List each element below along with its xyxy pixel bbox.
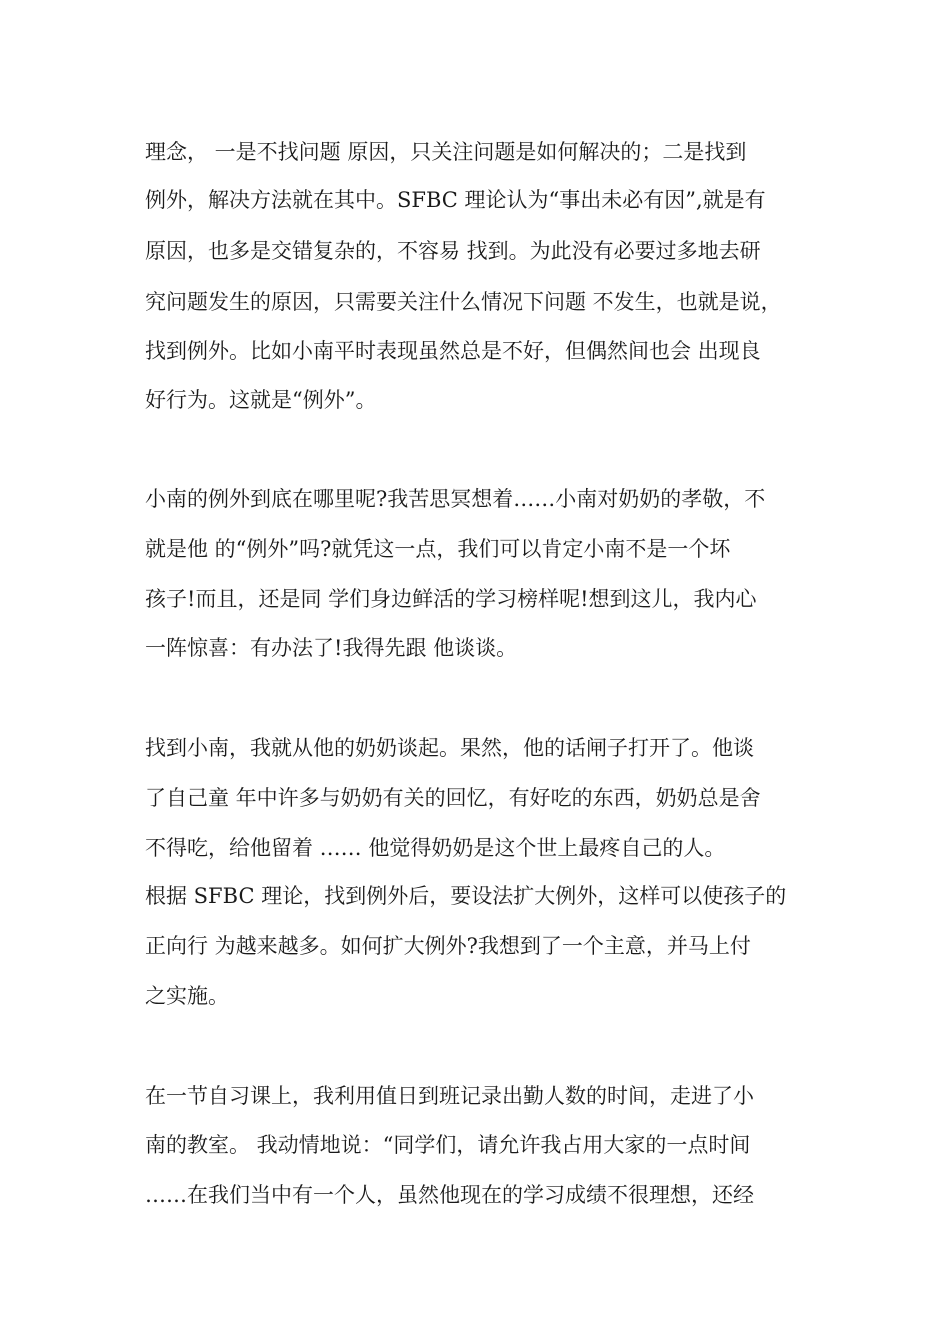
text-line: 小南的例外到底在哪里呢?我苦思冥想着……小南对奶奶的孝敬，不 [145, 487, 766, 511]
text-line: 例外，解决方法就在其中。SFBC 理论认为“事出未必有因”,就是有 [145, 188, 766, 212]
text-line: 正向行 为越来越多。如何扩大例外?我想到了一个主意，并马上付 [145, 934, 751, 958]
text-line: 究问题发生的原因，只需要关注什么情况下问题 不发生，也就是说， [145, 290, 782, 314]
text-line: 之实施。 [145, 984, 229, 1008]
text-line: 理念， 一是不找问题 原因，只关注问题是如何解决的；二是找到 [145, 140, 747, 164]
text-line: 好行为。这就是“例外”。 [145, 388, 377, 412]
text-line: 根据 SFBC 理论，找到例外后，要设法扩大例外，这样可以使孩子的 [145, 884, 787, 908]
text-line: 在一节自习课上，我利用值日到班记录出勤人数的时间，走进了小 [145, 1084, 754, 1108]
text-line: 找到例外。比如小南平时表现虽然总是不好，但偶然间也会 出现良 [145, 339, 761, 363]
text-line: 就是他 的“例外”吗?就凭这一点，我们可以肯定小南不是一个坏 [145, 537, 731, 561]
text-line: 一阵惊喜：有办法了!我得先跟 他谈谈。 [145, 636, 518, 660]
text-line: 不得吃，给他留着 …… 他觉得奶奶是这个世上最疼自己的人。 [145, 836, 726, 860]
text-line: 孩子!而且，还是同 学们身边鲜活的学习榜样呢!想到这儿，我内心 [145, 587, 757, 611]
text-line: ……在我们当中有一个人，虽然他现在的学习成绩不很理想，还经 [145, 1183, 754, 1207]
text-line: 找到小南，我就从他的奶奶谈起。果然，他的话闸子打开了。他谈 [145, 736, 754, 760]
text-line: 了自己童 年中许多与奶奶有关的回忆，有好吃的东西，奶奶总是舍 [145, 786, 761, 810]
text-line: 南的教室。 我动情地说：“同学们，请允许我占用大家的一点时间 [145, 1133, 751, 1157]
text-line: 原因，也多是交错复杂的，不容易 找到。为此没有必要过多地去研 [145, 239, 761, 263]
